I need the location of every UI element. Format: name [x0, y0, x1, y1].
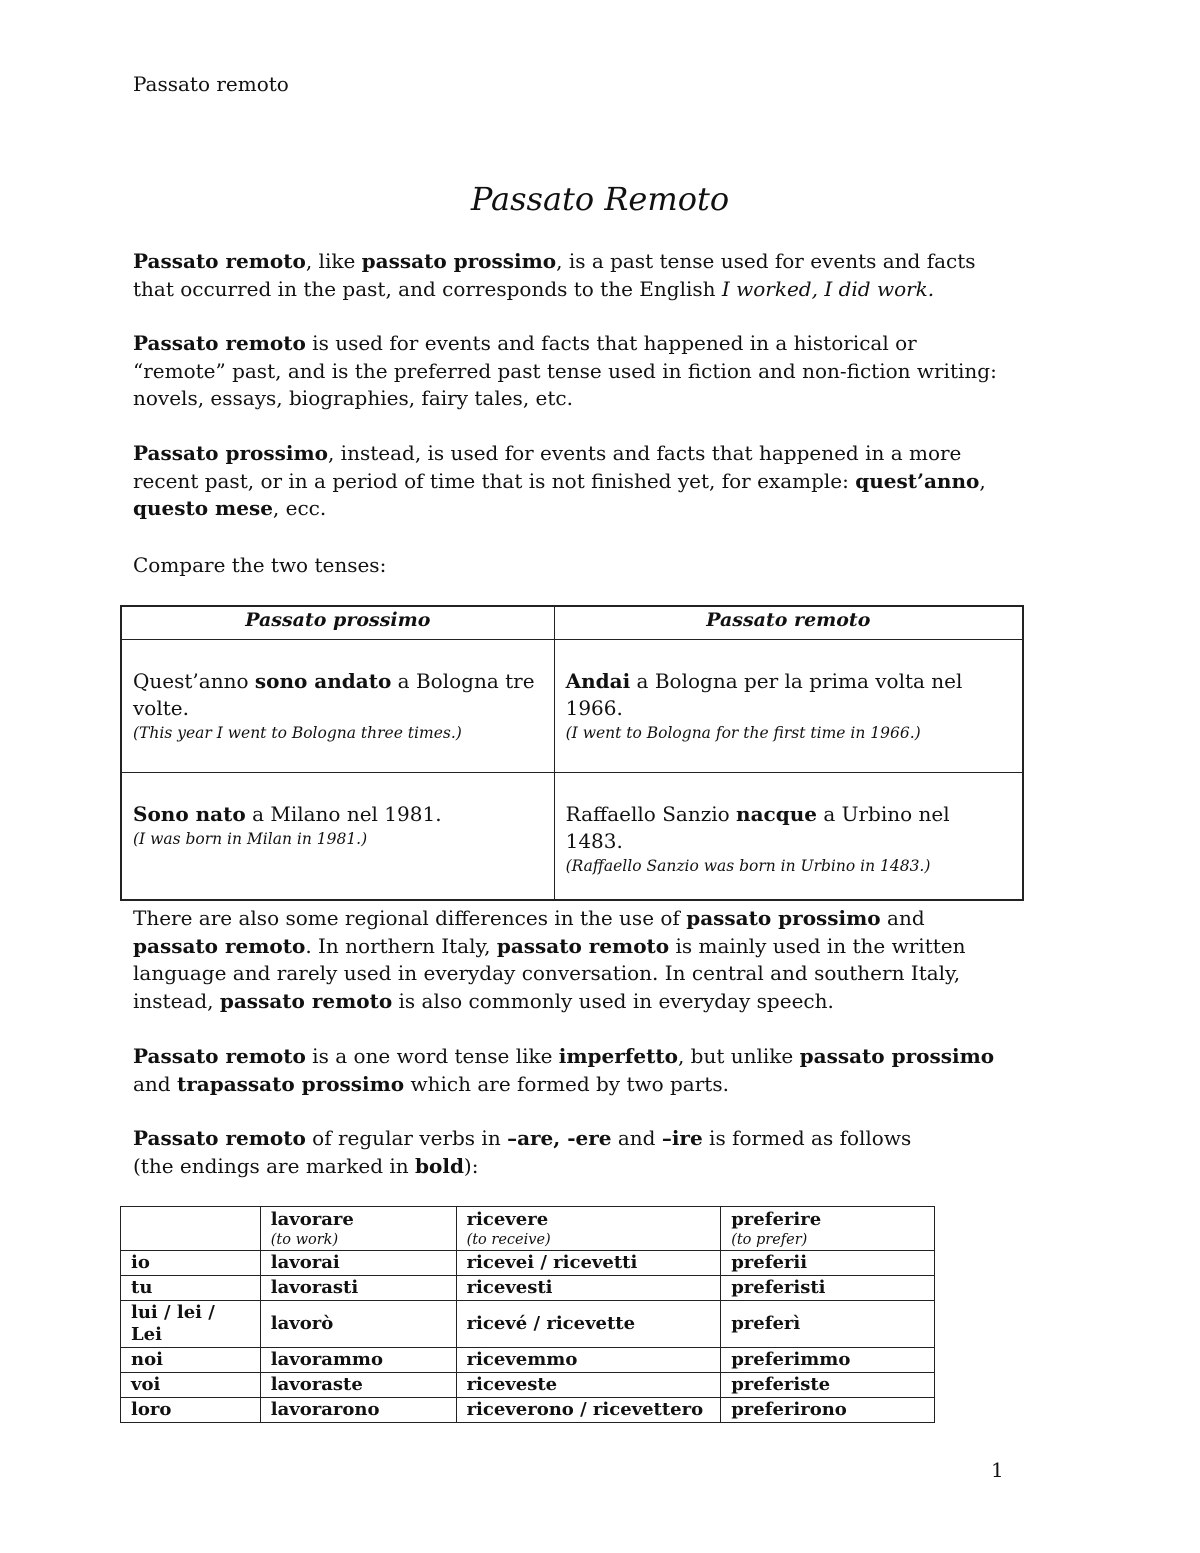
table-cell: Sono nato a Milano nel 1981. (I was born in Milan in 1981.)	[121, 773, 554, 901]
paragraph-one-word: Passato remoto is a one word tense like imperfetto, but unlike passato prossimo and trapassato prossimo which are formed by two parts.	[133, 1044, 995, 1096]
term: Passato prossimo	[133, 441, 328, 465]
pronoun-cell: io	[121, 1251, 261, 1276]
table-row	[121, 1398, 935, 1423]
translation: (Raffaello Sanzio was born in Urbino in 1483.)	[565, 857, 931, 875]
table-cell: ricevemmo	[456, 1348, 721, 1373]
table-cell: Raffaello Sanzio nacque a Urbino nel 1483. (Raffaello Sanzio was born in Urbino in 1483.)	[554, 773, 1023, 901]
pronoun-cell: noi	[121, 1348, 261, 1373]
table-row	[121, 640, 1023, 773]
pronoun-cell: lui / lei / Lei	[121, 1301, 261, 1348]
paragraph-usage: Passato remoto is used for events and facts that happened in a historical or “remote” past, and is the preferred past tense used in fiction and non-fiction writing: novels, essays, biographies, fairy tales, etc.	[133, 331, 997, 410]
verb-header: ricevere (to receive)	[456, 1207, 721, 1251]
english-example: I worked, I did work.	[721, 276, 935, 301]
table-cell	[121, 1207, 261, 1251]
table-cell: lavoraste	[260, 1373, 456, 1398]
table-cell: lavorò	[260, 1301, 456, 1348]
paragraph-regional: There are also some regional differences in the use of passato prossimo and passato remoto. In northern Italy, passato remoto is mainly used in the written language and rarely used in everyday conversation. In central and southern Italy, instead, passato remoto is also commonly used in everyday speech.	[133, 906, 966, 1013]
table-cell: ricevesti	[456, 1276, 721, 1301]
table-cell: riceveste	[456, 1373, 721, 1398]
paragraph-formation: Passato remoto of regular verbs in –are, -ere and –ire is formed as follows (the endings are marked in bold):	[133, 1126, 912, 1178]
pronoun-cell: tu	[121, 1276, 261, 1301]
term: questo mese	[133, 496, 273, 520]
translation: (I went to Bologna for the first time in 1966.)	[565, 724, 921, 742]
term: Passato remoto	[133, 331, 306, 355]
table-cell: lavorasti	[260, 1276, 456, 1301]
translation: (This year I went to Bologna three times.)	[133, 724, 462, 742]
table-cell: lavorarono	[260, 1398, 456, 1423]
table-cell: ricevei / ricevetti	[456, 1251, 721, 1276]
page-number: 1	[991, 1458, 1004, 1482]
paragraph-intro: Passato remoto, like passato prossimo, is a past tense used for events and facts that occurred in the past, and corresponds to the English I worked, I did work.	[133, 249, 976, 301]
running-header: Passato remoto	[133, 72, 289, 96]
table-cell: preferisti	[721, 1276, 935, 1301]
table-cell: preferiste	[721, 1373, 935, 1398]
comparison-table	[120, 605, 1024, 901]
conjugation-table	[120, 1206, 935, 1423]
paragraph-prossimo: Passato prossimo, instead, is used for events and facts that happened in a more recent past, or in a period of time that is not finished yet, for example: quest’anno, questo mese, ecc.	[133, 441, 986, 520]
table-cell: preferirono	[721, 1398, 935, 1423]
table-cell: Quest’anno sono andato a Bologna tre volte. (This year I went to Bologna three times.)	[121, 640, 554, 773]
table-row	[121, 1301, 935, 1348]
table-row	[121, 1373, 935, 1398]
term: Passato remoto	[133, 249, 306, 273]
table-header-row	[121, 1207, 935, 1251]
column-header: Passato prossimo	[121, 606, 554, 640]
table-cell: preferii	[721, 1251, 935, 1276]
table-row	[121, 773, 1023, 901]
verb-header: preferire (to prefer)	[721, 1207, 935, 1251]
pronoun-cell: voi	[121, 1373, 261, 1398]
term: passato prossimo	[361, 249, 557, 273]
translation: (I was born in Milan in 1981.)	[133, 830, 368, 848]
table-cell: preferimmo	[721, 1348, 935, 1373]
table-cell: preferì	[721, 1301, 935, 1348]
table-row	[121, 1348, 935, 1373]
table-cell: riceverono / ricevettero	[456, 1398, 721, 1423]
page-title: Passato Remoto	[470, 180, 730, 218]
paragraph-compare-intro: Compare the two tenses:	[133, 553, 387, 577]
verb-header: lavorare (to work)	[260, 1207, 456, 1251]
column-header: Passato remoto	[554, 606, 1023, 640]
table-cell: lavorammo	[260, 1348, 456, 1373]
table-header-row	[121, 606, 1023, 640]
table-row	[121, 1276, 935, 1301]
pronoun-cell: loro	[121, 1398, 261, 1423]
table-cell: ricevé / ricevette	[456, 1301, 721, 1348]
table-cell: Andai a Bologna per la prima volta nel 1966. (I went to Bologna for the first time in 1966.)	[554, 640, 1023, 773]
table-row	[121, 1251, 935, 1276]
term: quest’anno	[855, 468, 980, 493]
table-cell: lavorai	[260, 1251, 456, 1276]
